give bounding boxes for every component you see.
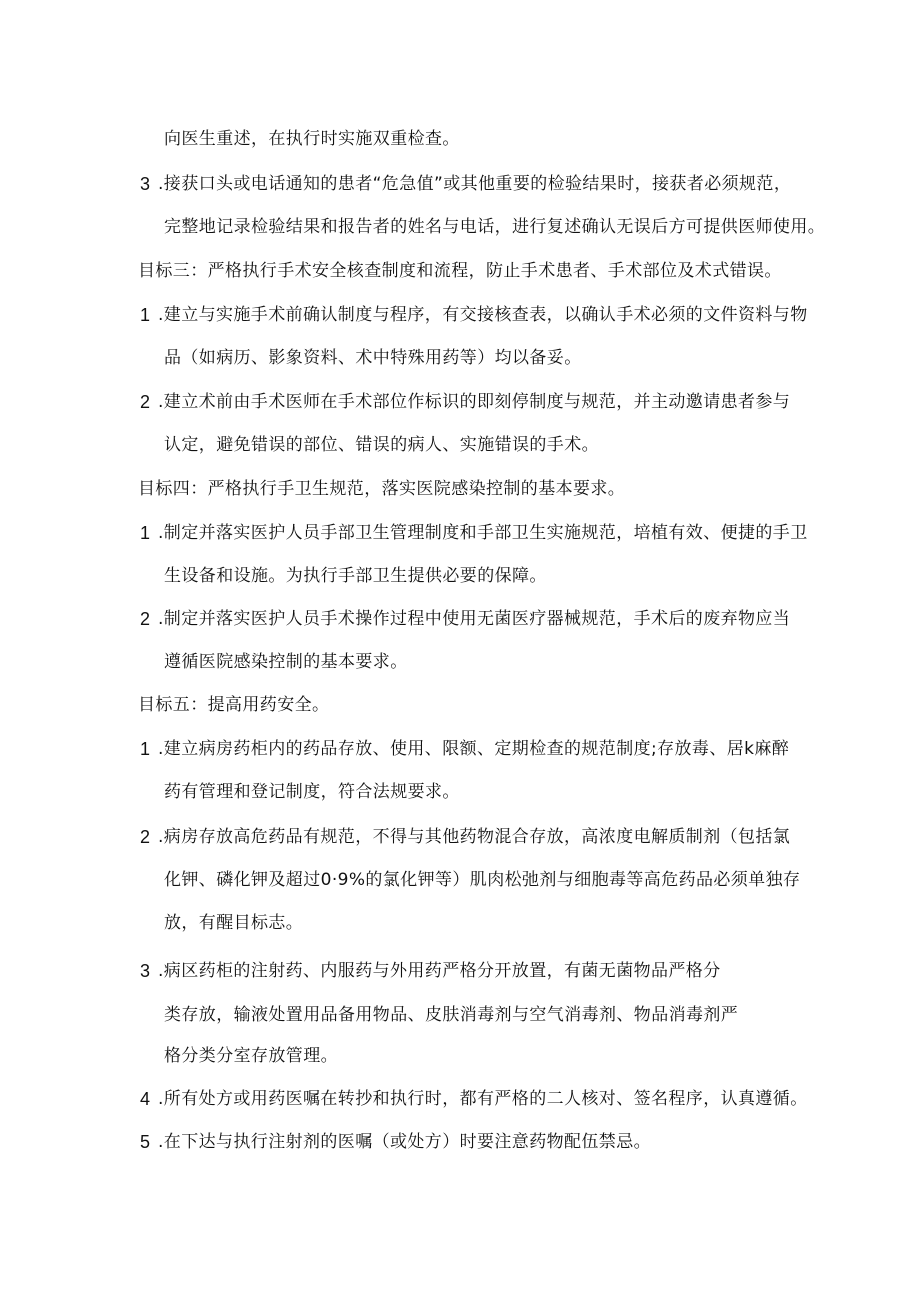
- item-number: 1: [140, 305, 151, 325]
- item-number: 5: [140, 1132, 151, 1152]
- item-text: .建立术前由手术医师在手术部位作标识的即刻停制度与规范，并主动邀请患者参与: [158, 392, 791, 412]
- item-text: .病房存放高危药品有规范，不得与其他药物混合存放，高浓度电解质制剂（包括氯: [158, 827, 791, 847]
- continuation-line: 向医生重述，在执行时实施双重检查。: [164, 129, 460, 149]
- item-number: 2: [140, 609, 151, 629]
- item-text: 品（如病历、影象资料、术中特殊用药等）均以备妥。: [164, 348, 582, 368]
- item-text: .接获口头或电话通知的患者“危急值”或其他重要的检验结果时，接获者必须规范，: [158, 174, 792, 194]
- item-text: .制定并落实医护人员手部卫生管理制度和手部卫生实施规范，培植有效、便捷的手卫: [158, 523, 808, 543]
- item-text: 认定，避免错误的部位、错误的病人、实施错误的手术。: [164, 435, 599, 455]
- section-heading: 目标五：提高用药安全。: [138, 695, 330, 715]
- item-text: 完整地记录检验结果和报告者的姓名与电话，进行复述确认无误后方可提供医师使用。: [164, 217, 826, 237]
- section-heading: 目标四：严格执行手卫生规范，落实医院感染控制的基本要求。: [138, 479, 626, 499]
- item-text: .病区药柜的注射药、内服药与外用药严格分开放置，有菌无菌物品严格分: [158, 961, 721, 981]
- item-text: .所有处方或用药医嘱在转抄和执行时，都有严格的二人核对、签名程序，认真遵循。: [158, 1089, 808, 1109]
- item-number: 3: [140, 174, 151, 194]
- item-number: 1: [140, 739, 151, 759]
- item-text: .建立病房药柜内的药品存放、使用、限额、定期检查的规范制度;存放毒、居k麻醉: [158, 739, 790, 759]
- item-text: 化钾、磷化钾及超过0·9%的氯化钾等）肌肉松弛剂与细胞毒等高危药品必须单独存: [164, 870, 801, 890]
- item-number: 2: [140, 392, 151, 412]
- item-text: 遵循医院感染控制的基本要求。: [164, 652, 408, 672]
- item-number: 4: [140, 1089, 151, 1109]
- section-heading: 目标三：严格执行手术安全核查制度和流程，防止手术患者、手术部位及术式错误。: [138, 261, 782, 281]
- item-number: 3: [140, 961, 151, 981]
- item-text: .制定并落实医护人员手术操作过程中使用无菌医疗器械规范，手术后的废弃物应当: [158, 609, 791, 629]
- item-text: .在下达与执行注射剂的医嘱（或处方）时要注意药物配伍禁忌。: [158, 1132, 652, 1152]
- item-text: 格分类分室存放管理。: [164, 1046, 338, 1066]
- item-number: 1: [140, 523, 151, 543]
- item-text: .建立与实施手术前确认制度与程序，有交接核查表，以确认手术必须的文件资料与物: [158, 305, 808, 325]
- item-text: 类存放，输液处置用品备用物品、皮肤消毒剂与空气消毒剂、物品消毒剂严: [164, 1005, 739, 1025]
- item-text: 放，有醒目标志。: [164, 913, 304, 933]
- item-text: 药有管理和登记制度，符合法规要求。: [164, 782, 460, 802]
- item-text: 生设备和设施。为执行手部卫生提供必要的保障。: [164, 566, 547, 586]
- item-number: 2: [140, 827, 151, 847]
